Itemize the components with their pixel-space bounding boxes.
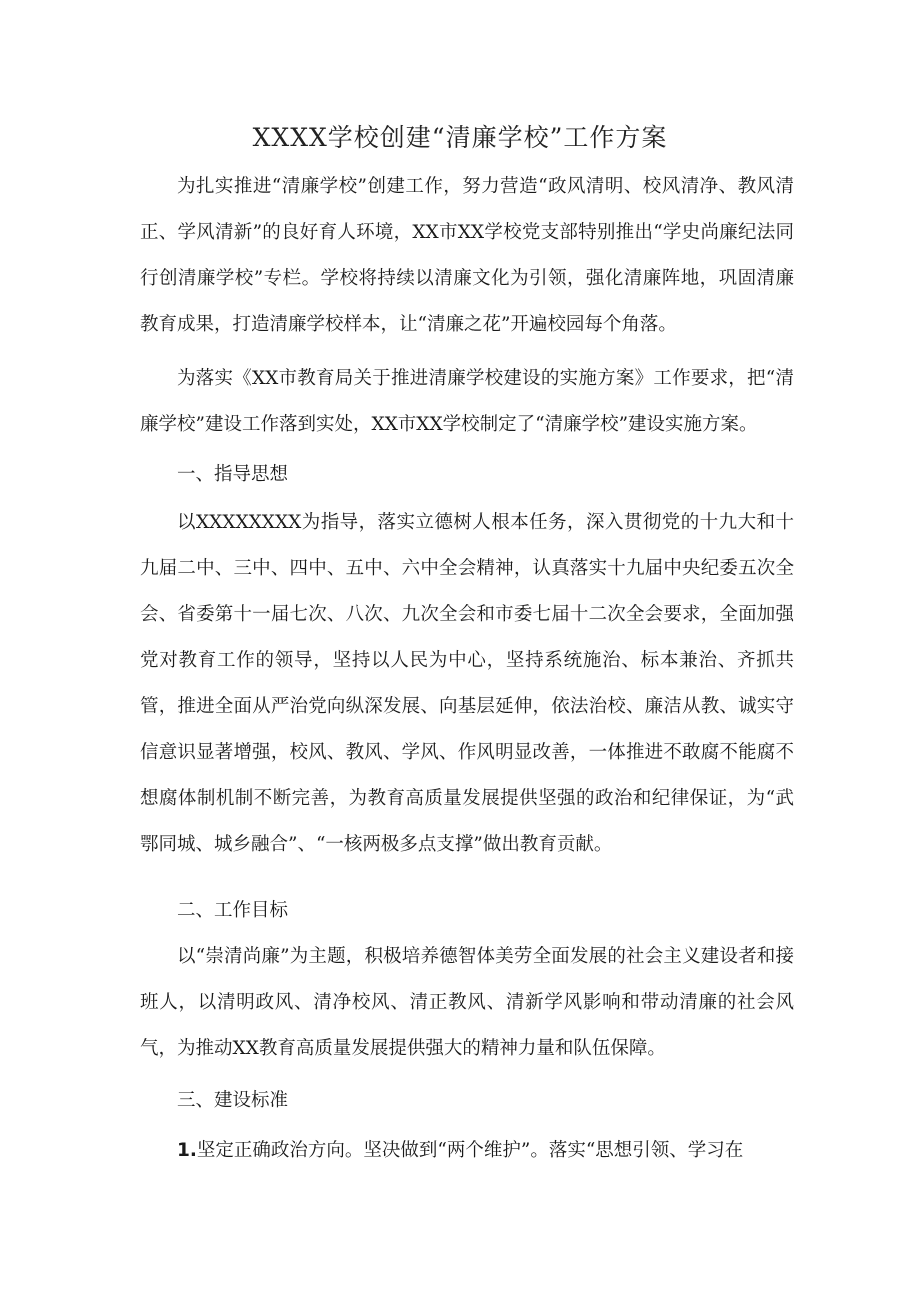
section-1-heading: 一、指导思想	[177, 464, 289, 485]
paragraph-text: 以“崇清尚廉”为主题，积极培养德智体美劳全面发展的社会主义建设者和接班人，以清明政风、清净校风、清正教风、清新学风影响和带动清廉的社会风气，为推动XX教育高质量发展提供强大的精神力量和队伍保障。	[140, 946, 794, 1059]
paragraph-text: 以XXXXXXXX为指导，落实立德树人根本任务，深入贯彻党的十九大和十九届二中、三中、四中、五中、六中全会精神，认真落实十九届中央纪委五次全会、省委第十一届七次、八次、九次全会和市委七届十二次全会要求，全面加强党对教育工作的领导，坚持以人民为中心，坚持系统施治、标本兼治、齐抓共管，推进全面从严治党向纵深发展、向基层延伸，依法治校、廉洁从教、诚实守信意识显著增强，校风、教风、学风、作风明显改善，一体推进不敢腐不能腐不想腐体制机制不断完善，为教育高质量发展提供坚强的政治和纪律保证，为“武鄂同城、城乡融合”、“一核两极多点支撑”做出教育贡献。	[140, 512, 794, 855]
list-item-number: 1.	[177, 1140, 197, 1161]
section-2-heading: 二、工作目标	[177, 900, 289, 921]
list-item-text: 坚定正确政治方向。坚决做到“两个维护”。落实“思想引领、学习在	[196, 1140, 744, 1161]
intro-paragraph-1	[140, 164, 794, 348]
section-3-item-1	[140, 1128, 794, 1174]
paragraph-text: 为落实《XX市教育局关于推进清廉学校建设的实施方案》工作要求，把“清廉学校”建设工作落到实处，XX市XX学校制定了“清廉学校”建设实施方案。	[140, 368, 794, 435]
intro-paragraph-2	[140, 356, 794, 448]
paragraph-text: 为扎实推进“清廉学校”创建工作，努力营造“政风清明、校风清净、教风清正、学风清新”的良好育人环境，XX市XX学校党支部特别推出“学史尚廉纪法同行创清廉学校”专栏。学校将持续以清廉文化为引领，强化清廉阵地，巩固清廉教育成果，打造清廉学校样本，让“清廉之花”开遍校园每个角落。	[140, 176, 794, 335]
section-2-body	[140, 934, 794, 1072]
section-3-heading: 三、建设标准	[177, 1090, 289, 1111]
section-1-body	[140, 500, 794, 868]
document-title: XXXX学校创建“清廉学校”工作方案	[252, 123, 668, 152]
list-item	[140, 1128, 794, 1174]
